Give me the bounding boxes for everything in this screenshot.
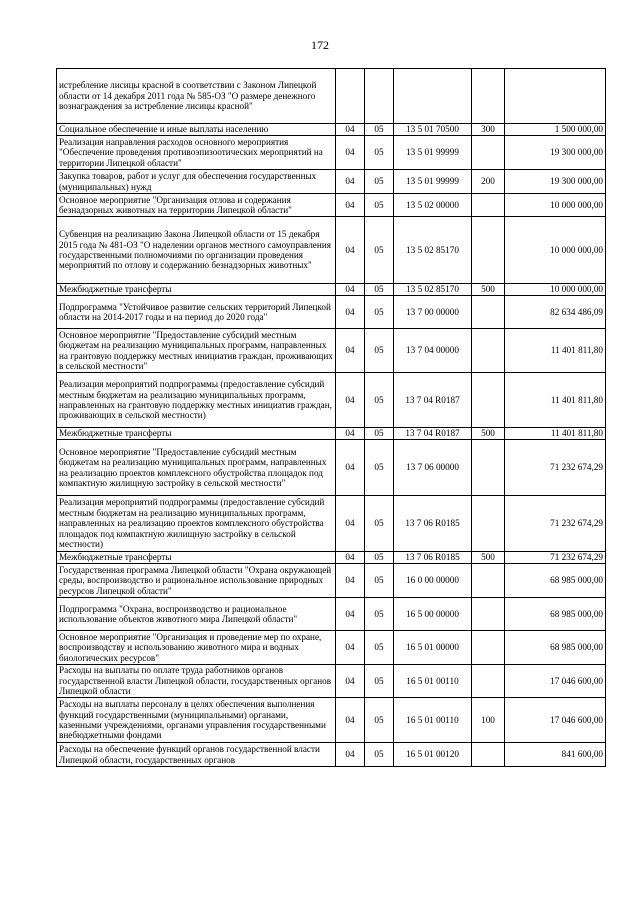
cell-name: Реализация мероприятий подпрограммы (предоставление субсидий местным бюджетам на реализацию муниципальных программ, направленных на реализацию проектов комплексного обустройства площадок под компактную жилищную застройку в сельской местности) bbox=[57, 496, 336, 552]
cell-expense-type bbox=[472, 496, 505, 552]
cell-expense-type bbox=[472, 564, 505, 598]
cell-ministry-code: 04 bbox=[336, 296, 365, 329]
cell-ministry-code: 04 bbox=[336, 743, 365, 767]
cell-expense-type bbox=[472, 665, 505, 698]
cell-amount: 841 600,00 bbox=[505, 743, 606, 767]
cell-name: Основное мероприятие "Предоставление субсидий местным бюджетам на реализацию муниципальных программ, направленных на грантовую поддержку местных инициатив граждан, проживающих в сельской местности" bbox=[57, 329, 336, 373]
cell-ministry-code: 04 bbox=[336, 194, 365, 217]
cell-expense-type bbox=[472, 598, 505, 631]
budget-table-body bbox=[57, 69, 606, 767]
cell-section-code: 05 bbox=[365, 564, 394, 598]
cell-name: Государственная программа Липецкой области "Охрана окружающей среды, воспроизводство и рациональное использование природных ресурсов Липецкой области" bbox=[57, 564, 336, 598]
cell-section-code: 05 bbox=[365, 552, 394, 564]
cell-expense-type bbox=[472, 631, 505, 665]
cell-section-code: 05 bbox=[365, 329, 394, 373]
cell-name: Основное мероприятие "Организация и проведение мер по охране, воспроизводству и использованию животного мира и водных биологических ресурсов" bbox=[57, 631, 336, 665]
cell-expense-type: 500 bbox=[472, 552, 505, 564]
cell-amount: 10 000 000,00 bbox=[505, 194, 606, 217]
cell-expense-type bbox=[472, 440, 505, 496]
table-row bbox=[57, 69, 606, 124]
cell-expense-type bbox=[472, 194, 505, 217]
page-number: 172 bbox=[311, 38, 329, 52]
cell-name: Межбюджетные трансферты bbox=[57, 552, 336, 564]
cell-section-code: 05 bbox=[365, 194, 394, 217]
cell-name: истребление лисицы красной в соответствии с Законом Липецкой области от 14 декабря 2011 года № 585-ОЗ "О размере денежного вознаграждения за истребление лисицы красной" bbox=[57, 69, 336, 124]
table-row bbox=[57, 329, 606, 373]
cell-section-code: 05 bbox=[365, 124, 394, 136]
cell-target-article: 13 5 01 99999 bbox=[394, 170, 472, 194]
cell-section-code bbox=[365, 69, 394, 124]
cell-target-article bbox=[394, 69, 472, 124]
cell-amount: 10 000 000,00 bbox=[505, 284, 606, 296]
cell-target-article: 13 7 00 00000 bbox=[394, 296, 472, 329]
cell-section-code: 05 bbox=[365, 665, 394, 698]
cell-expense-type: 200 bbox=[472, 170, 505, 194]
cell-ministry-code: 04 bbox=[336, 564, 365, 598]
cell-ministry-code: 04 bbox=[336, 136, 365, 170]
cell-section-code: 05 bbox=[365, 284, 394, 296]
table-row bbox=[57, 217, 606, 284]
table-row bbox=[57, 440, 606, 496]
table-row bbox=[57, 136, 606, 170]
table-row bbox=[57, 631, 606, 665]
cell-amount: 11 401 811,80 bbox=[505, 329, 606, 373]
cell-ministry-code: 04 bbox=[336, 598, 365, 631]
table-row bbox=[57, 373, 606, 428]
cell-ministry-code bbox=[336, 69, 365, 124]
cell-expense-type bbox=[472, 69, 505, 124]
cell-amount: 71 232 674,29 bbox=[505, 496, 606, 552]
cell-target-article: 13 5 01 99999 bbox=[394, 136, 472, 170]
cell-target-article: 13 7 04 R0187 bbox=[394, 428, 472, 440]
cell-target-article: 13 7 06 00000 bbox=[394, 440, 472, 496]
cell-target-article: 16 0 00 00000 bbox=[394, 564, 472, 598]
table-row bbox=[57, 598, 606, 631]
cell-ministry-code: 04 bbox=[336, 552, 365, 564]
cell-expense-type bbox=[472, 373, 505, 428]
cell-expense-type: 500 bbox=[472, 284, 505, 296]
cell-target-article: 13 5 01 70500 bbox=[394, 124, 472, 136]
cell-name: Реализация направления расходов основного мероприятия "Обеспечение проведения противоэпизоотических мероприятий на территории Липецкой области" bbox=[57, 136, 336, 170]
table-row bbox=[57, 552, 606, 564]
cell-name: Расходы на обеспечение функций органов государственной власти Липецкой области, государственных органов bbox=[57, 743, 336, 767]
cell-target-article: 16 5 01 00110 bbox=[394, 698, 472, 743]
cell-section-code: 05 bbox=[365, 217, 394, 284]
cell-amount: 68 985 000,00 bbox=[505, 564, 606, 598]
cell-target-article: 13 7 04 00000 bbox=[394, 329, 472, 373]
cell-target-article: 13 5 02 85170 bbox=[394, 284, 472, 296]
cell-amount: 68 985 000,00 bbox=[505, 598, 606, 631]
cell-section-code: 05 bbox=[365, 296, 394, 329]
table-row bbox=[57, 665, 606, 698]
cell-expense-type: 100 bbox=[472, 698, 505, 743]
cell-amount: 71 232 674,29 bbox=[505, 552, 606, 564]
cell-target-article: 16 5 01 00120 bbox=[394, 743, 472, 767]
table-row bbox=[57, 428, 606, 440]
cell-amount bbox=[505, 69, 606, 124]
cell-ministry-code: 04 bbox=[336, 698, 365, 743]
table-row bbox=[57, 296, 606, 329]
cell-section-code: 05 bbox=[365, 373, 394, 428]
budget-table bbox=[56, 68, 606, 767]
table-row bbox=[57, 743, 606, 767]
table-row bbox=[57, 698, 606, 743]
cell-ministry-code: 04 bbox=[336, 631, 365, 665]
cell-expense-type: 300 bbox=[472, 124, 505, 136]
cell-name: Расходы на выплаты персоналу в целях обеспечения выполнения функций государственными (муниципальными) органами, казенными учреждениями, органами управления государственными внебюджетными фондами bbox=[57, 698, 336, 743]
cell-name: Подпрограмма "Устойчивое развитие сельских территорий Липецкой области на 2014-2017 годы и на период до 2020 года" bbox=[57, 296, 336, 329]
cell-name: Основное мероприятие "Организация отлова и содержания безнадзорных животных на территории Липецкой области" bbox=[57, 194, 336, 217]
cell-section-code: 05 bbox=[365, 698, 394, 743]
cell-expense-type bbox=[472, 136, 505, 170]
cell-ministry-code: 04 bbox=[336, 373, 365, 428]
cell-amount: 71 232 674,29 bbox=[505, 440, 606, 496]
table-row bbox=[57, 170, 606, 194]
cell-amount: 11 401 811,80 bbox=[505, 373, 606, 428]
cell-name: Социальное обеспечение и иные выплаты населению bbox=[57, 124, 336, 136]
cell-amount: 1 500 000,00 bbox=[505, 124, 606, 136]
cell-name: Межбюджетные трансферты bbox=[57, 428, 336, 440]
cell-expense-type: 500 bbox=[472, 428, 505, 440]
cell-amount: 19 300 000,00 bbox=[505, 136, 606, 170]
cell-target-article: 13 7 06 R0185 bbox=[394, 552, 472, 564]
cell-amount: 10 000 000,00 bbox=[505, 217, 606, 284]
cell-target-article: 13 5 02 85170 bbox=[394, 217, 472, 284]
cell-ministry-code: 04 bbox=[336, 440, 365, 496]
cell-section-code: 05 bbox=[365, 136, 394, 170]
cell-target-article: 13 7 04 R0187 bbox=[394, 373, 472, 428]
table-row bbox=[57, 496, 606, 552]
cell-ministry-code: 04 bbox=[336, 170, 365, 194]
cell-name: Межбюджетные трансферты bbox=[57, 284, 336, 296]
table-row bbox=[57, 124, 606, 136]
cell-target-article: 13 7 06 R0185 bbox=[394, 496, 472, 552]
table-row bbox=[57, 284, 606, 296]
cell-name: Подпрограмма "Охрана, воспроизводство и рациональное использование объектов животного мира Липецкой области" bbox=[57, 598, 336, 631]
cell-ministry-code: 04 bbox=[336, 496, 365, 552]
cell-section-code: 05 bbox=[365, 496, 394, 552]
table-row bbox=[57, 564, 606, 598]
cell-target-article: 16 5 01 00110 bbox=[394, 665, 472, 698]
cell-section-code: 05 bbox=[365, 440, 394, 496]
cell-amount: 68 985 000,00 bbox=[505, 631, 606, 665]
cell-ministry-code: 04 bbox=[336, 329, 365, 373]
cell-expense-type bbox=[472, 296, 505, 329]
cell-target-article: 16 5 00 00000 bbox=[394, 598, 472, 631]
cell-amount: 82 634 486,09 bbox=[505, 296, 606, 329]
cell-section-code: 05 bbox=[365, 428, 394, 440]
cell-section-code: 05 bbox=[365, 170, 394, 194]
cell-name: Основное мероприятие "Предоставление субсидий местным бюджетам на реализацию муниципальных программ, направленных на реализацию проектов комплексного обустройства площадок под компактную жилищную застройку в сельской местности" bbox=[57, 440, 336, 496]
cell-name: Расходы на выплаты по оплате труда работников органов государственной власти Липецкой области, государственных органов Липецкой области bbox=[57, 665, 336, 698]
cell-amount: 11 401 811,80 bbox=[505, 428, 606, 440]
cell-section-code: 05 bbox=[365, 743, 394, 767]
cell-ministry-code: 04 bbox=[336, 665, 365, 698]
table-row bbox=[57, 194, 606, 217]
cell-expense-type bbox=[472, 329, 505, 373]
cell-ministry-code: 04 bbox=[336, 428, 365, 440]
cell-section-code: 05 bbox=[365, 598, 394, 631]
cell-amount: 17 046 600,00 bbox=[505, 698, 606, 743]
cell-name: Реализация мероприятий подпрограммы (предоставление субсидий местным бюджетам на реализацию муниципальных программ, направленных на грантовую поддержку местных инициатив граждан, проживающих в сельской местности) bbox=[57, 373, 336, 428]
cell-target-article: 13 5 02 00000 bbox=[394, 194, 472, 217]
cell-section-code: 05 bbox=[365, 631, 394, 665]
cell-ministry-code: 04 bbox=[336, 217, 365, 284]
cell-amount: 19 300 000,00 bbox=[505, 170, 606, 194]
cell-expense-type bbox=[472, 743, 505, 767]
cell-ministry-code: 04 bbox=[336, 284, 365, 296]
cell-amount: 17 046 600,00 bbox=[505, 665, 606, 698]
cell-expense-type bbox=[472, 217, 505, 284]
cell-name: Закупка товаров, работ и услуг для обеспечения государственных (муниципальных) нужд bbox=[57, 170, 336, 194]
cell-target-article: 16 5 01 00000 bbox=[394, 631, 472, 665]
cell-name: Субвенция на реализацию Закона Липецкой области от 15 декабря 2015 года № 481-ОЗ "О наделении органов местного самоуправления государственными полномочиями по организации проведения мероприятий по отлову и содержанию безнадзорных животных" bbox=[57, 217, 336, 284]
cell-ministry-code: 04 bbox=[336, 124, 365, 136]
